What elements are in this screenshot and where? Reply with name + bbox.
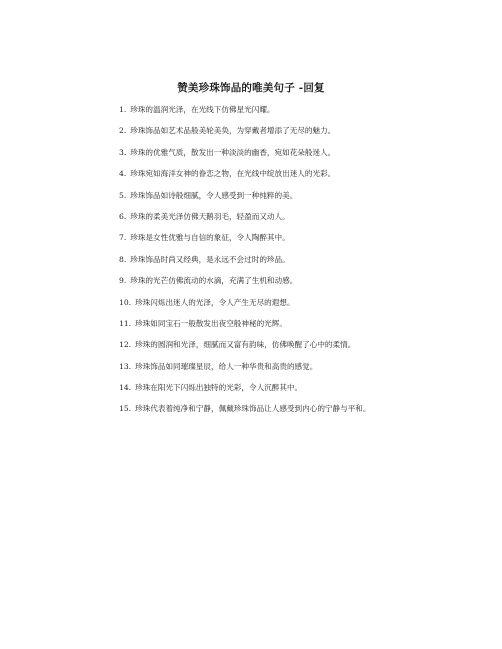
list-item bbox=[119, 190, 370, 211]
list-item bbox=[119, 275, 370, 296]
list-item bbox=[119, 254, 370, 275]
item-number: 4. bbox=[119, 169, 127, 179]
list-item bbox=[119, 125, 370, 146]
item-text: 珍珠饰品如诗般细腻，令人感受到一种纯粹的美。 bbox=[130, 190, 298, 200]
item-number: 6. bbox=[119, 211, 127, 221]
item-text: 珍珠的温润光泽，在光线下仿佛星光闪耀。 bbox=[130, 105, 275, 114]
item-text: 珍珠代表着纯净和宁静，佩戴珍珠饰品让人感受到内心的宁静与平和。 bbox=[135, 404, 371, 414]
item-number: 9. bbox=[119, 276, 127, 286]
item-number: 8. bbox=[119, 254, 127, 264]
item-number: 10. bbox=[119, 297, 132, 307]
item-number: 7. bbox=[119, 233, 127, 243]
item-text: 珍珠宛如海洋女神的眷恋之物，在光线中绽放出迷人的光彩。 bbox=[130, 169, 336, 179]
item-number: 3. bbox=[119, 147, 127, 157]
item-text: 珍珠的圆润和光泽，细腻而又富有韵味，仿佛唤醒了心中的柔情。 bbox=[135, 340, 356, 350]
list-item bbox=[119, 318, 370, 339]
item-number: 13. bbox=[119, 361, 132, 371]
list-item bbox=[119, 168, 370, 189]
item-number: 2. bbox=[119, 126, 127, 136]
list-item bbox=[119, 104, 370, 125]
item-text: 珍珠的优雅气质，散发出一种淡淡的幽香，宛如花朵般迷人。 bbox=[130, 147, 336, 157]
document-title: 赞美珍珠饰品的唯美句子 -回复 bbox=[177, 82, 325, 94]
list-item bbox=[119, 147, 370, 168]
item-number: 15. bbox=[119, 404, 132, 414]
item-number: 14. bbox=[119, 383, 132, 393]
sentence-list bbox=[119, 104, 370, 425]
item-text: 珍珠饰品如艺术品般美轮美奂，为穿戴者增添了无尽的魅力。 bbox=[130, 126, 336, 136]
item-text: 珍珠是女性优雅与自信的象征，令人陶醉其中。 bbox=[130, 233, 290, 243]
item-text: 珍珠的柔美光泽仿佛天鹅羽毛，轻盈而又动人。 bbox=[130, 211, 290, 221]
item-text: 珍珠在阳光下闪烁出独特的光彩，令人沉醉其中。 bbox=[135, 383, 303, 393]
item-text: 珍珠的光芒仿佛流动的水滴，充满了生机和动感。 bbox=[130, 276, 298, 286]
item-text: 珍珠饰品如同璀璨星辰，给人一种华贵和高贵的感觉。 bbox=[135, 361, 318, 371]
item-number: 1. bbox=[119, 105, 127, 114]
item-text: 珍珠饰品时尚又经典，是永远不会过时的珍品。 bbox=[130, 254, 290, 264]
list-item bbox=[119, 211, 370, 232]
item-number: 5. bbox=[119, 190, 127, 200]
item-number: 12. bbox=[119, 340, 132, 350]
item-number: 11. bbox=[119, 318, 132, 328]
list-item bbox=[119, 232, 370, 253]
list-item bbox=[119, 361, 370, 382]
list-item bbox=[119, 297, 370, 318]
item-text: 珍珠闪烁出迷人的光泽，令人产生无尽的遐想。 bbox=[135, 297, 295, 307]
list-item bbox=[119, 403, 370, 424]
list-item bbox=[119, 339, 370, 360]
item-text: 珍珠如同宝石一般散发出夜空般神秘的光辉。 bbox=[135, 318, 287, 328]
list-item bbox=[119, 382, 370, 403]
